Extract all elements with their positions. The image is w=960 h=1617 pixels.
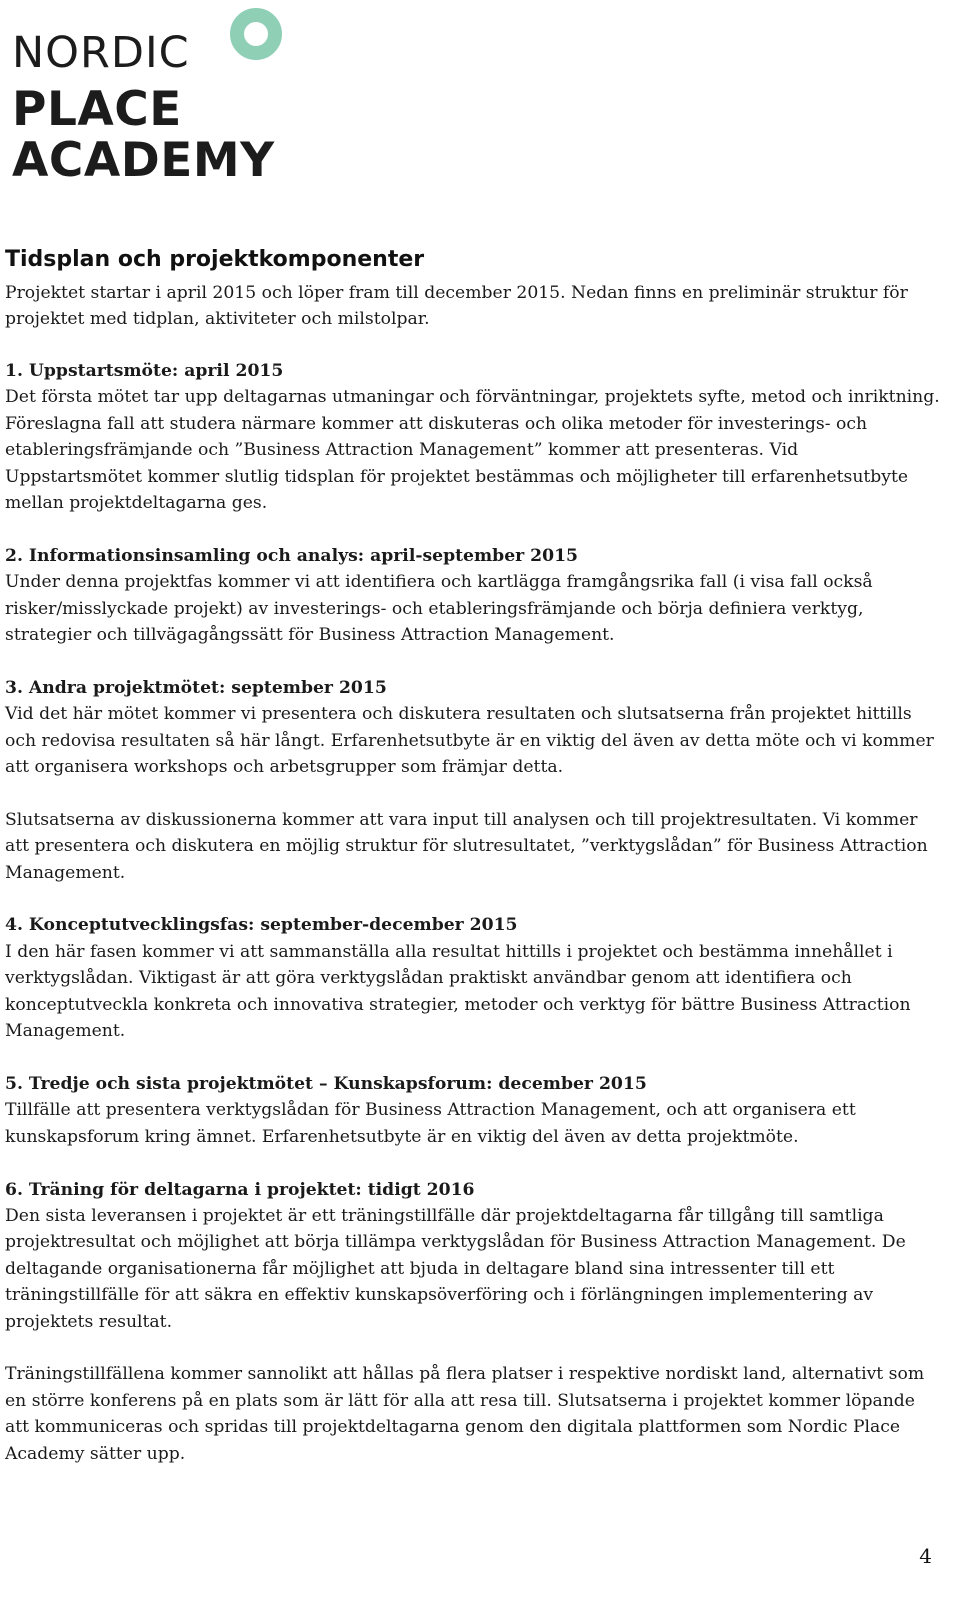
section-paragraph: Vid det här mötet kommer vi presentera och diskutera resultaten och slutsatserna från projektet hittills och redovisa resultaten så här långt. Erfarenhetsutbyte är en viktig del även av detta möte och vi kommer att organisera workshops och arbetsgrupper som främjar detta. [5,704,934,778]
logo-line-place: PLACE [12,82,182,137]
section-heading: 5. Tredje och sista projektmötet – Kunskapsforum: december 2015 [5,1073,647,1094]
section-heading: 1. Uppstartsmöte: april 2015 [5,361,284,381]
section-4 [5,912,940,1044]
section-paragraph: Den sista leveransen i projektet är ett träningstillfälle där projektdeltagarna får tillgång till samtliga projektresultat och möjlighet att börja tillämpa verktygslådan för Business Attraction Management. De deltagande organisationerna får möjlighet att bjuda in deltagare bland sina intressenter till ett träningstillfälle för att säkra en effektiv kunskapsöverföring och i förlängningen implementering av projektets resultat. [5,1205,906,1332]
section-paragraph: Träningstillfällena kommer sannolikt att hållas på flera platser i respektive nordiskt land, alternativt som en större konferens på en plats som är lätt för alla att resa till. Slutsatserna i projektet kommer löpande att kommuniceras och spridas till projektdeltagarna genom den digitala plattformen som Nordic Place Academy sätter upp. [5,1364,925,1464]
section-paragraph: Det första mötet tar upp deltagarnas utmaningar och förväntningar, projektets syfte, metod och inriktning. Föreslagna fall att studera närmare kommer att diskuteras och olika metoder för investerings- och etableringsfrämjande och ”Business Attraction Management” kommer att presenteras. Vid Uppstartsmötet kommer slutlig tidsplan för projektet bestämmas och möjligheter till erfarenhetsutbyte mellan projektdeltagarna ges. [5,387,940,514]
section-2 [5,543,940,649]
section-1 [5,358,940,516]
section-paragraph: Under denna projektfas kommer vi att identifiera och kartlägga framgångsrika fall (i visa fall också risker/misslyckade projekt) av investerings- och etableringsfrämjande och börja definiera verktyg, strategier och tillvägagångssätt för Business Attraction Management. [5,572,873,646]
section-list [5,358,940,1467]
section-6 [5,1177,940,1467]
intro-text: Projektet startar i april 2015 och löper fram till december 2015. Nedan finns en preliminär struktur för projektet med tidplan, aktiviteter och milstolpar. [5,283,908,330]
page-title: Tidsplan och projektkomponenter [5,247,425,272]
section-heading: 2. Informationsinsamling och analys: april-september 2015 [5,545,579,566]
section-5 [5,1071,940,1150]
section-heading: 4. Konceptutvecklingsfas: september-december 2015 [5,915,518,936]
section-paragraph: Slutsatserna av diskussionerna kommer att vara input till analysen och till projektresultaten. Vi kommer att presentera och diskutera en möjlig struktur för slutresultatet, ”verktygslådan” för Business Attraction Management. [5,809,928,883]
section-3 [5,675,940,886]
page-number: 4 [919,1544,932,1568]
section-paragraph: Tillfälle att presentera verktygslådan för Business Attraction Management, och att organisera ett kunskapsforum kring ämnet. Erfarenhetsutbyte är en viktig del även av detta projektmöte. [5,1100,856,1147]
intro-paragraph [5,280,940,333]
logo-line-nordic: NORDIC [12,28,190,78]
nordic-place-academy-logo [12,4,302,188]
section-heading: 6. Träning för deltagarna i projektet: tidigt 2016 [5,1179,475,1200]
ring-icon [230,8,282,60]
section-heading: 3. Andra projektmötet: september 2015 [5,677,387,698]
logo-line-academy: ACADEMY [12,133,275,188]
section-paragraph: I den här fasen kommer vi att sammanställa alla resultat hittills i projektet och bestämma innehållet i verktygslådan. Viktigast är att göra verktygslådan praktiskt användbar genom att identifiera och konceptutveckla konkreta och innovativa strategier, metoder och verktyg för bättre Business Attraction Management. [5,941,911,1042]
